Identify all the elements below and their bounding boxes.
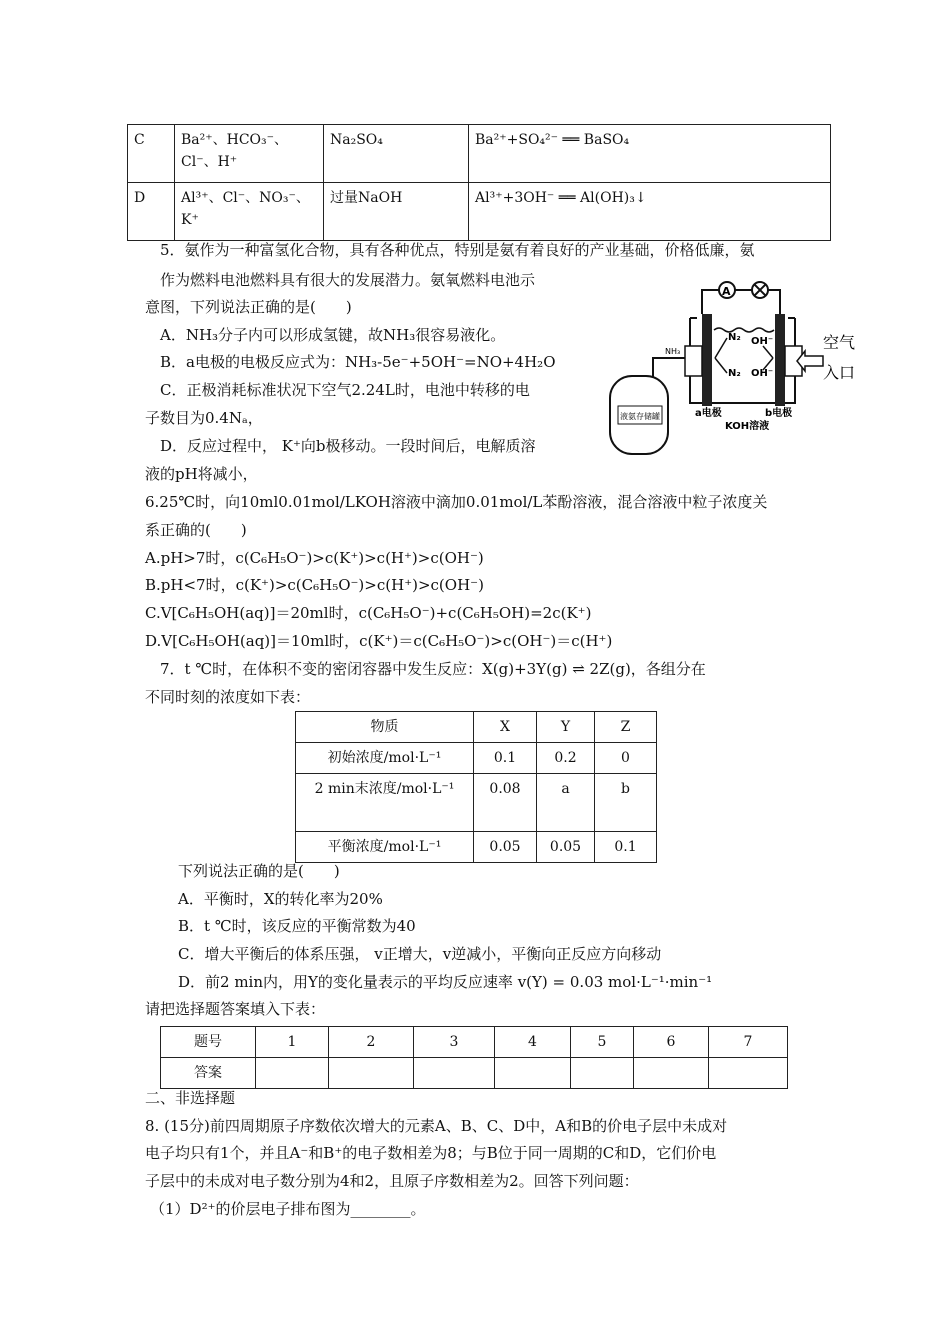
answer-table (160, 1026, 788, 1089)
q5-option-d-1: D．反应过程中， K⁺向b极移动。一段时间后，电解质溶 (160, 437, 536, 455)
electrode-b-label: b电极 (765, 408, 793, 419)
q5-option-b: B．a电极的电极反应式为：NH₃-5e⁻+5OH⁻=NO+4H₂O (160, 353, 556, 371)
row-c-reagent: Na₂SO₄ (324, 125, 469, 183)
q6-option-c: C.V[C₆H₅OH(aq)]＝20ml时，c(C₆H₅O⁻)+c(C₆H₅OH)=2c(K⁺) (145, 604, 592, 622)
q6-stem-1: 6.25℃时，向10ml0.01mol/LKOH溶液中滴加0.01mol/L苯酚溶液，混合溶液中粒子浓度关 (145, 493, 768, 511)
q7-prompt: 下列说法正确的是( ) (178, 862, 340, 880)
row-d-ions: Al³⁺、Cl⁻、NO₃⁻、K⁺ (175, 183, 324, 241)
q7-stem-2: 不同时刻的浓度如下表： (145, 688, 311, 706)
q8-line-1: 8. (15分)前四周期原子序数依次增大的元素A、B、C、D中，A和B的价电子层中未成对 (145, 1117, 728, 1135)
answer-row-label: 答案 (161, 1058, 256, 1089)
q5-option-c-2: 子数目为0.4Nₐ， (145, 409, 263, 427)
q5-option-c-1: C．正极消耗标准状况下空气2.24L时，电池中转移的电 (160, 381, 530, 399)
koh-label: KOH溶液 (725, 421, 770, 432)
row-2min-z: b (595, 774, 657, 832)
answer-number-5: 5 (571, 1027, 634, 1058)
row-c-ions: Ba²⁺、HCO₃⁻、Cl⁻、H⁺ (175, 125, 324, 183)
answer-number-7: 7 (709, 1027, 788, 1058)
inlet-label: 入口 (823, 363, 856, 382)
answer-cell-1[interactable] (256, 1058, 329, 1089)
air-label: 空气 (823, 333, 856, 352)
q7-option-d: D．前2 min内，用Y的变化量表示的平均反应速率 v(Y) = 0.03 mol·L⁻¹·min⁻¹ (178, 973, 713, 991)
answer-number-6: 6 (634, 1027, 709, 1058)
row-d-reagent: 过量NaOH (324, 183, 469, 241)
row-c-label: C (128, 125, 175, 183)
q7-option-b: B．t ℃时，该反应的平衡常数为40 (178, 917, 416, 935)
oh-bottom-label: OH⁻ (751, 368, 774, 379)
q6-option-d: D.V[C₆H₅OH(aq)]＝10ml时，c(K⁺)＝c(C₆H₅O⁻)>c(OH⁻)＝c(H⁺) (145, 632, 613, 650)
q5-stem-2: 作为燃料电池燃料具有很大的发展潜力。氨氧燃料电池示 (160, 271, 536, 289)
row-equilibrium-y: 0.05 (537, 832, 595, 863)
q8-line-2: 电子均只有1个，并且A⁻和B⁺的电子数相差为8；与B位于同一周期的C和D，它们价电 (145, 1144, 717, 1162)
row-2min-label: 2 min末浓度/mol·L⁻¹ (296, 774, 474, 832)
n2-bottom-label: N₂ (728, 368, 741, 379)
q7-stem-1: 7．t ℃时，在体积不变的密闭容器中发生反应：X(g)+3Y(g) ⇌ 2Z(g)，各组分在 (160, 660, 706, 678)
top-table (127, 124, 831, 241)
q7-option-c: C．增大平衡后的体系压强， v正增大，v逆减小，平衡向正反应方向移动 (178, 945, 662, 963)
answer-cell-7[interactable] (709, 1058, 788, 1089)
q6-option-a: A.pH>7时，c(C₆H₅O⁻)>c(K⁺)>c(H⁺)>c(OH⁻) (145, 549, 484, 567)
answer-number-1: 1 (256, 1027, 329, 1058)
row-c-equation: Ba²⁺+SO₄²⁻ ══ BaSO₄ (469, 125, 831, 183)
header-y: Y (537, 712, 595, 743)
n2-top-label: N₂ (728, 332, 741, 343)
row-d-label: D (128, 183, 175, 241)
row-initial-label: 初始浓度/mol·L⁻¹ (296, 743, 474, 774)
q8-line-3: 子层中的未成对电子数分别为4和2，且原子序数相差为2。回答下列问题： (145, 1172, 639, 1190)
answer-cell-5[interactable] (571, 1058, 634, 1089)
row-2min-y: a (537, 774, 595, 832)
row-initial-y: 0.2 (537, 743, 595, 774)
header-x: X (474, 712, 537, 743)
nh3-pipe (653, 358, 685, 378)
answer-cell-4[interactable] (495, 1058, 571, 1089)
concentration-table (295, 711, 657, 863)
answer-cell-2[interactable] (329, 1058, 414, 1089)
section-2-title: 二、非选择题 (145, 1089, 236, 1107)
q6-option-b: B.pH<7时，c(K⁺)>c(C₆H₅O⁻)>c(H⁺)>c(OH⁻) (145, 576, 484, 594)
q5-stem-1: 5．氨作为一种富氢化合物，具有各种优点，特别是氨有着良好的产业基础，价格低廉，氨 (160, 241, 755, 259)
tank-label: 液氨存储罐 (620, 412, 660, 421)
answer-header-label: 题号 (161, 1027, 256, 1058)
row-2min-x: 0.08 (474, 774, 537, 832)
row-initial-z: 0 (595, 743, 657, 774)
answer-number-4: 4 (495, 1027, 571, 1058)
electrode-a-label: a电极 (695, 408, 722, 419)
answer-instruction: 请把选择题答案填入下表： (145, 1000, 326, 1018)
q5-option-d-2: 液的pH将减小， (145, 465, 258, 483)
electrode-b (775, 314, 785, 406)
nh3-label: NH₃ (665, 347, 681, 356)
header-z: Z (595, 712, 657, 743)
q5-option-a: A．NH₃分子内可以形成氢键，故NH₃很容易液化。 (160, 326, 506, 344)
row-equilibrium-x: 0.05 (474, 832, 537, 863)
q5-stem-3: 意图，下列说法正确的是( ) (145, 298, 352, 316)
row-equilibrium-label: 平衡浓度/mol·L⁻¹ (296, 832, 474, 863)
q8-line-4: （1）D²⁺的价层电子排布图为________。 (150, 1200, 426, 1218)
answer-cell-3[interactable] (414, 1058, 495, 1089)
answer-cell-6[interactable] (634, 1058, 709, 1089)
electrode-a (702, 314, 712, 406)
header-substance: 物质 (296, 712, 474, 743)
fuel-cell-diagram (605, 278, 865, 458)
row-initial-x: 0.1 (474, 743, 537, 774)
answer-number-3: 3 (414, 1027, 495, 1058)
q7-option-a: A．平衡时，X的转化率为20% (178, 890, 383, 908)
circuit-wire (702, 290, 780, 314)
q6-stem-2: 系正确的( ) (145, 521, 247, 539)
ammeter-label: A (722, 285, 731, 298)
row-equilibrium-z: 0.1 (595, 832, 657, 863)
oh-top-label: OH⁻ (751, 336, 774, 347)
answer-number-2: 2 (329, 1027, 414, 1058)
row-d-equation: Al³⁺+3OH⁻ ══ Al(OH)₃↓ (469, 183, 831, 241)
